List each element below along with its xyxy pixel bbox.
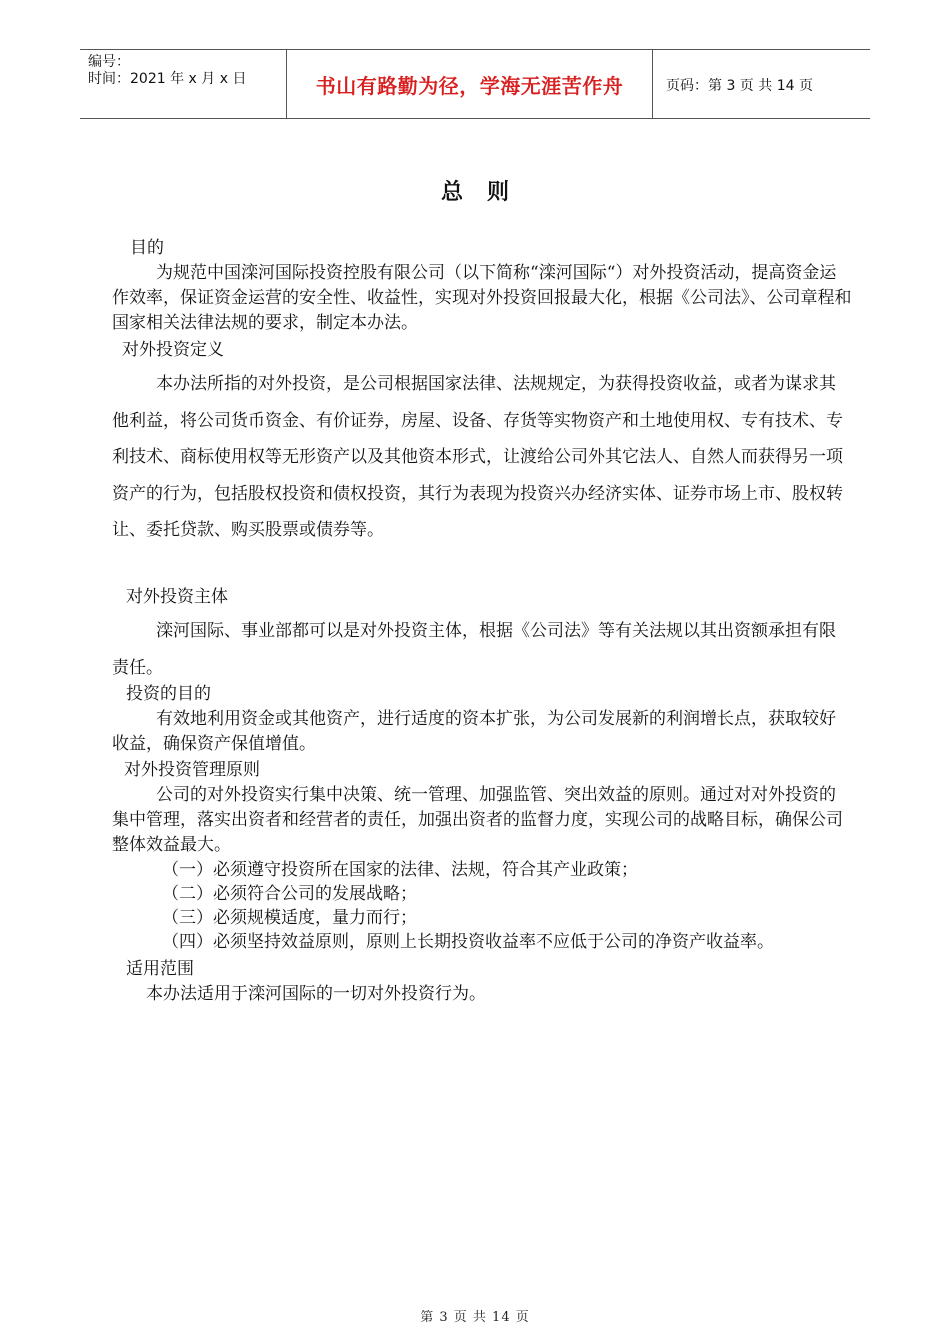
principle-item: （四）必须坚持效益原则，原则上长期投资收益率不应低于公司的净资产收益率。 [162,932,774,952]
page-header [80,49,870,119]
principle-item: （三）必须规模适度，量力而行； [162,908,417,928]
section-purpose [112,236,852,336]
section-paragraph: 公司的对外投资实行集中决策、统一管理、加强监管、突出效益的原则。通过对对外投资的集中管理，落实出资者和经营者的责任，加强出资者的监督力度，实现公司的战略目标，确保公司整体效益最大。 [112,785,843,855]
document-title: 总则 [440,180,533,205]
principle-item: （二）必须符合公司的发展战略； [162,884,417,904]
section-paragraph: 为规范中国滦河国际投资控股有限公司（以下简称“滦河国际“）对外投资活动，提高资金运作效率，保证资金运营的安全性、收益性，实现对外投资回报最大化，根据《公司法》、公司章程和国家相关法律法规的要求，制定本办法。 [112,263,852,333]
header-motto: 书山有路勤为径，学海无涯苦作舟 [315,74,624,98]
section-principles [112,758,852,954]
section-heading: 对外投资主体 [126,587,228,607]
section-definition [112,338,852,549]
header-divider [652,50,653,118]
section-paragraph: 本办法所指的对外投资，是公司根据国家法律、法规规定，为获得投资收益，或者为谋求其他利益，将公司货币资金、有价证券，房屋、设备、存货等实物资产和土地使用权、专有技术、专利技术、商标使用权等无形资产以及其他资本形式，让渡给公司外其它法人、自然人而获得另一项资产的行为，包括股权投资和债权投资，其行为表现为投资兴办经济实体、证券市场上市、股权转让、委托贷款、购买股票或债券等。 [112,374,843,540]
header-page-code: 页码：第 3 页 共 14 页 [666,78,813,94]
section-scope [112,957,852,1007]
date-label: 时间：2021 年 x 月 x 日 [88,71,247,87]
principle-item: （一）必须遵守投资所在国家的法律、法规，符合其产业政策； [162,860,638,880]
section-heading: 适用范围 [126,959,194,979]
page-footer: 第 3 页 共 14 页 [420,1310,530,1325]
section-heading: 对外投资定义 [122,340,224,360]
section-paragraph: 滦河国际、事业部都可以是对外投资主体，根据《公司法》等有关法规以其出资额承担有限责任。 [112,621,836,678]
section-paragraph: 有效地利用资金或其他资产，进行适度的资本扩张，为公司发展新的利润增长点，获取较好收益，确保资产保值增值。 [112,709,836,754]
section-heading: 投资的目的 [126,684,211,704]
serial-number-label: 编号： [88,54,130,70]
section-heading: 目的 [130,238,164,258]
section-investment-goal [112,682,852,757]
section-heading: 对外投资管理原则 [124,760,260,780]
section-paragraph: 本办法适用于滦河国际的一切对外投资行为。 [146,984,486,1004]
section-subject [112,585,852,686]
header-meta [88,54,246,88]
